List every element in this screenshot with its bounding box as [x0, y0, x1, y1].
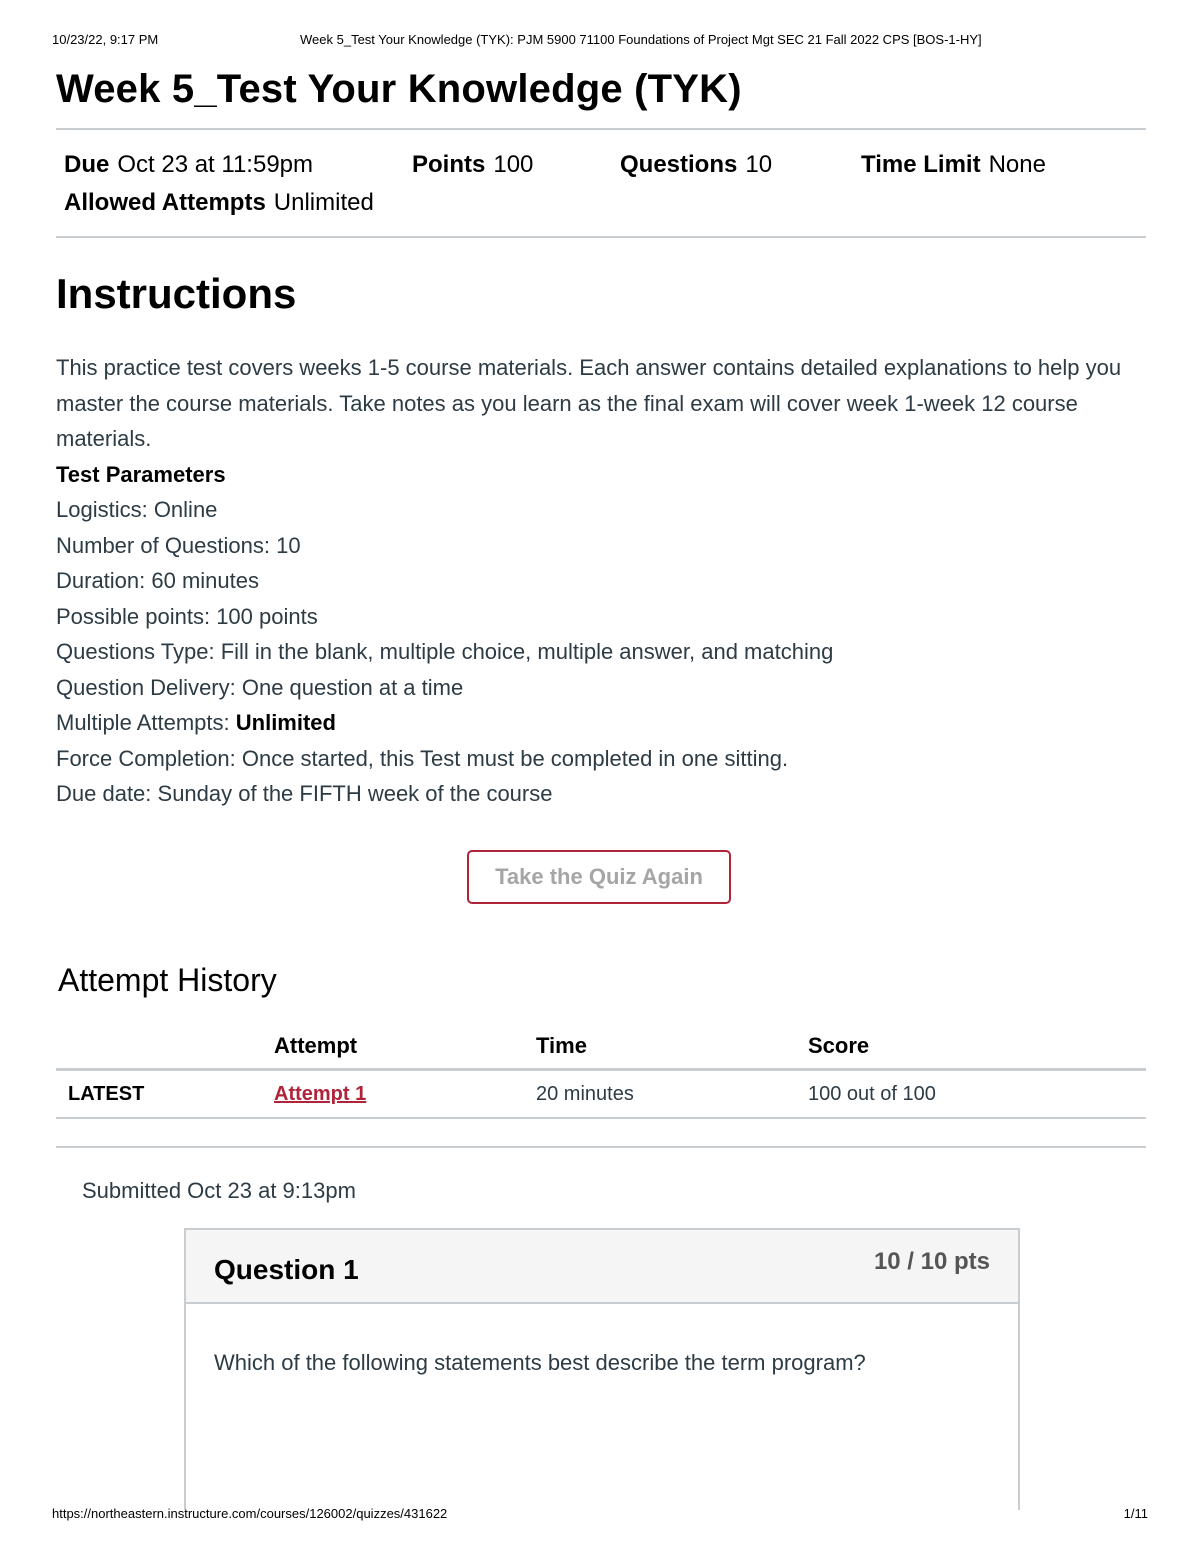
instructions-heading: Instructions: [56, 270, 297, 317]
retake-container: [467, 850, 731, 904]
attempt-latest-label: LATEST: [56, 1070, 274, 1119]
detail-due-value: Oct 23 at 11:59pm: [117, 151, 314, 178]
param-possible-points: Possible points: 100 points: [56, 603, 318, 629]
detail-points-value: 100: [493, 151, 534, 178]
column-header-attempt: Attempt: [274, 1024, 536, 1070]
param-duration: Duration: 60 minutes: [56, 568, 259, 593]
print-document-title: Week 5_Test Your Knowledge (TYK): PJM 5900 71100 Foundations of Project Mgt SEC 21 Fall 2022 CPS [BOS-1-HY]: [300, 32, 982, 47]
submitted-timestamp: Submitted Oct 23 at 9:13pm: [82, 1178, 356, 1203]
print-date: 10/23/22, 9:17 PM: [52, 32, 159, 47]
table-row: [56, 1070, 1146, 1119]
take-quiz-again-button[interactable]: Take the Quiz Again: [467, 850, 731, 904]
print-page-number: 1/11: [1123, 1506, 1148, 1521]
divider: [56, 1146, 1146, 1148]
question-points: 10 / 10 pts: [873, 1248, 990, 1275]
print-header: [52, 32, 1148, 50]
table-header-row: [56, 1024, 1146, 1070]
question-text: Which of the following statements best describe the term program?: [214, 1350, 866, 1375]
detail-allowed-attempts-value: Unlimited: [273, 189, 374, 216]
instructions-intro: This practice test covers weeks 1-5 course materials. Each answer contains detailed explanations to help you master the course materials. Take notes as you learn as the final exam will cover week 1-week 12 course materials.: [56, 355, 1122, 451]
print-footer: [52, 1506, 1148, 1524]
column-header-score: Score: [808, 1024, 1146, 1070]
param-multiple-attempts-label: Multiple Attempts:: [56, 710, 236, 735]
detail-due-label: Due: [64, 151, 110, 178]
detail-time-limit: [861, 146, 1046, 184]
attempt-history-heading: Attempt History: [58, 962, 277, 998]
test-parameters-heading: Test Parameters: [56, 461, 226, 487]
detail-points: [412, 146, 533, 184]
detail-allowed-attempts: [64, 184, 374, 222]
detail-due: [64, 146, 313, 184]
quiz-details: [56, 130, 1146, 236]
attempt-score: 100 out of 100: [808, 1070, 1146, 1119]
param-force-completion: Force Completion: Once started, this Test must be completed in one sitting.: [56, 745, 789, 771]
param-number-of-questions: Number of Questions: 10: [56, 532, 301, 558]
detail-allowed-attempts-label: Allowed Attempts: [64, 189, 266, 216]
column-header-time: Time: [536, 1024, 808, 1070]
detail-questions-value: 10: [745, 151, 773, 178]
detail-questions: [620, 146, 772, 184]
attempt-history-table: [56, 1024, 1146, 1119]
detail-time-limit-label: Time Limit: [861, 151, 981, 178]
param-question-delivery: Question Delivery: One question at a time: [56, 674, 464, 700]
question-title: Question 1: [214, 1254, 359, 1285]
attempt-cell: [274, 1070, 536, 1119]
param-due-date: Due date: Sunday of the FIFTH week of the course: [56, 781, 553, 806]
quiz-content: [56, 62, 1146, 1375]
print-url: https://northeastern.instructure.com/courses/126002/quizzes/431622: [52, 1506, 448, 1521]
attempt-time: 20 minutes: [536, 1070, 808, 1119]
param-multiple-attempts: [56, 705, 1146, 741]
instructions-body: [56, 350, 1146, 812]
param-multiple-attempts-value: Unlimited: [235, 710, 336, 735]
attempt-1-link[interactable]: Attempt 1: [274, 1082, 367, 1105]
detail-points-label: Points: [412, 151, 486, 178]
column-header-label: [56, 1024, 274, 1070]
detail-questions-label: Questions: [620, 151, 738, 178]
detail-time-limit-value: None: [988, 151, 1046, 178]
question-card: [184, 1228, 1020, 1510]
page-title: Week 5_Test Your Knowledge (TYK): [56, 67, 742, 111]
question-header: [186, 1230, 1018, 1304]
param-question-types: Questions Type: Fill in the blank, multiple choice, multiple answer, and matching: [56, 639, 834, 664]
divider: [56, 236, 1146, 238]
param-logistics: Logistics: Online: [56, 497, 218, 522]
